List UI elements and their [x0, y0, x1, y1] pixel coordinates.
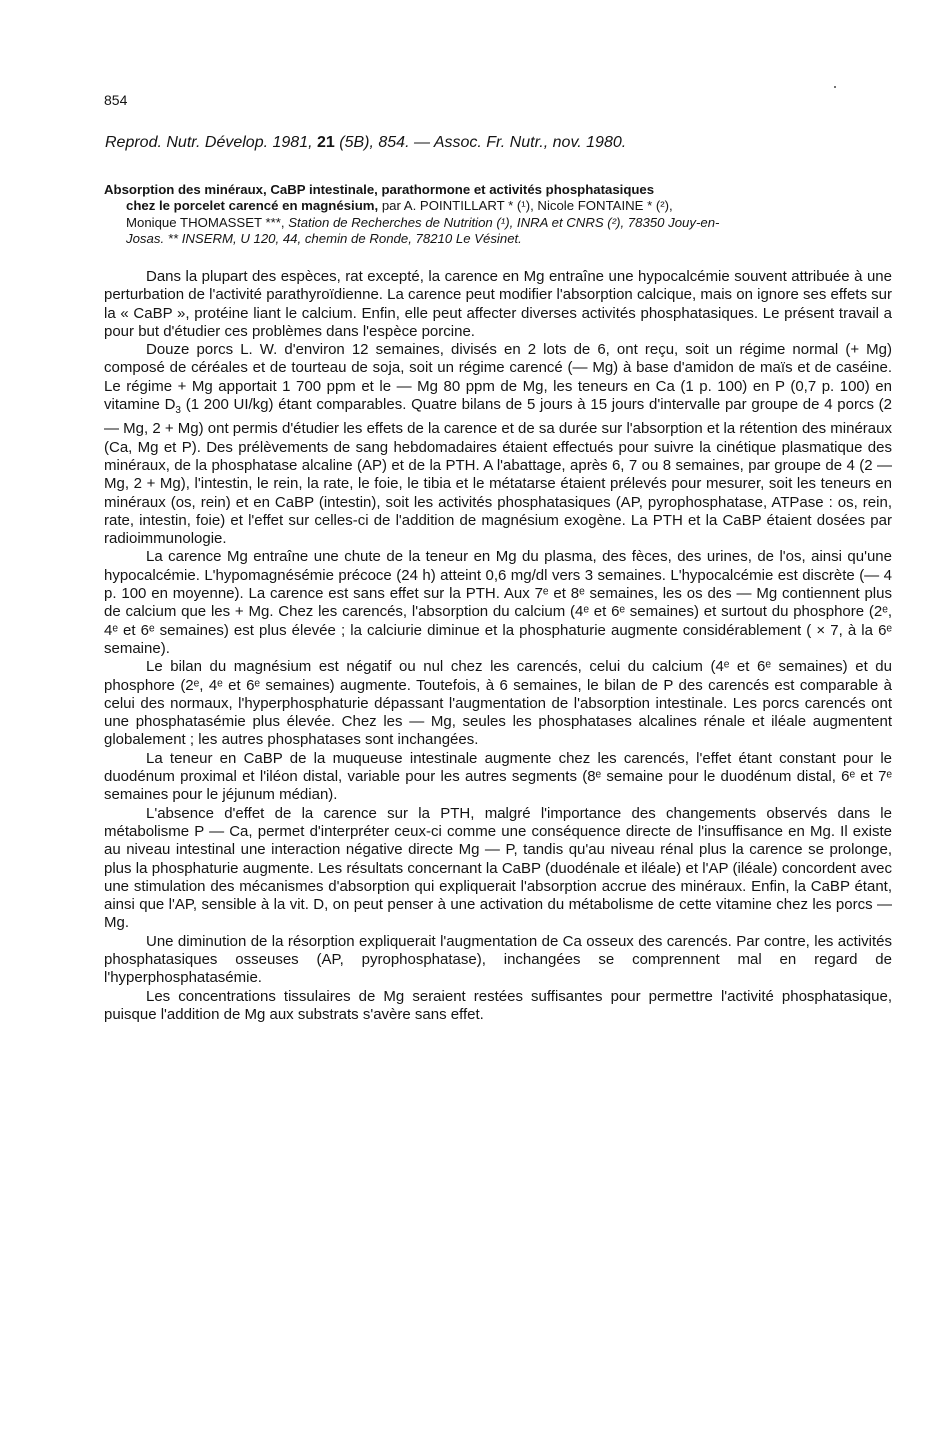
journal-volume: 21: [317, 134, 335, 151]
journal-issue-pages: (5B), 854. —: [339, 134, 430, 151]
methods-text-part-2: (1 200 UI/kg) étant comparables. Quatre bilans de 5 jours à 15 jours d'intervalle par groupe de 4 porcs (2 — Mg, 2 + Mg) ont permis d'étudier les effets de la carence et de sa durée sur l'absorption et la rétention des minéraux (Ca, Mg et P). Des prélèvements de sang hebdomadaires étaient effectués pour suivre la cinétique plasmatique des minéraux, de la phosphatase alcaline (AP) et de la PTH. A l'abattage, après 6, 7 ou 8 semaines, par groupe de 4 (2 — Mg, 2 + Mg), l'intestin, le rein, la rate, le foie, le tibia et le métatarse étaient prélevés pour mesurer, soit les teneurs en minéraux (os, rein) et en CaBP (intestin), soit les activités phosphatasiques (AP, pyrophosphatase, ATPase : os, rein, rate, intestin, foie) et l'effet sur celles-ci de l'addition de magnésium exogène. La PTH et la CaBP étaient dosées par radioimmunologie.: [104, 396, 893, 548]
paragraph-results-1: La carence Mg entraîne une chute de la teneur en Mg du plasma, des fèces, des urines, de l'os, ainsi qu'une hypocalcémie. L'hypomagnésémie précoce (24 h) atteint 0,6 mg/dl vers 3 semaines. L'hypocalcémie est discrète (— 4 p. 100 en moyenne). La carence est sans effet sur la PTH. Aux 7ᵉ et 8ᵉ semaines, les os des — Mg contiennent plus de calcium que les + Mg. Chez les carencés, l'absorption du calcium (4ᵉ et 6ᵉ semaines) et surtout du phosphore (2ᵉ, 4ᵉ et 6ᵉ semaines) est plus élevée ; la calciurie diminue et la phosphaturie augmente considérablement ( × 7, à la 6ᵉ semaine).: [104, 548, 892, 657]
journal-citation: [105, 134, 865, 152]
affiliation-line-2: Station de Recherches de Nutrition (¹), INRA et CNRS (²), 78350 Jouy-en-: [288, 214, 720, 230]
paragraph-discussion-3: Les concentrations tissulaires de Mg seraient restées suffisantes pour permettre l'activité phosphatasique, puisque l'addition de Mg aux substrats s'avère sans effet.: [104, 987, 892, 1023]
article-title-line-2: chez le porcelet carencé en magnésium,: [126, 198, 379, 214]
meeting-reference: Assoc. Fr. Nutr., nov. 1980.: [433, 134, 627, 151]
article-title-line-1: Absorption des minéraux, CaBP intestinale, parathormone et activités phosphatasiques: [104, 182, 655, 197]
journal-name: Reprod. Nutr. Dévelop.: [105, 134, 269, 151]
paragraph-results-3: La teneur en CaBP de la muqueuse intestinale augmente chez les carencés, l'effet étant constant pour le duodénum proximal et l'iléon distal, variable pour les autres segments (8ᵉ semaine pour le duodénum distal, 6ᵉ et 7ᵉ semaines pour le jéjunum médian).: [104, 749, 892, 804]
methods-text-part-1: Douze porcs L. W. d'environ 12 semaines, divisés en 2 lots de 6, ont reçu, soit un régime normal (+ Mg) composé de céréales et de tourteau de soja, soit un régime carencé (— Mg) à base d'amidon de maïs et de caséine. Le régime + Mg apportait 1 700 ppm et le — Mg 80 ppm de Mg, les teneurs en Ca (1 p. 100) en P (0,7 p. 100) en vitamine D: [104, 341, 892, 414]
authors-affiliation-line: [104, 215, 896, 231]
authors-line-1: par A. POINTILLART * (¹), Nicole FONTAINE * (²),: [381, 198, 673, 214]
article-body: [104, 268, 892, 1024]
paragraph-introduction: Dans la plupart des espèces, rat excepté, la carence en Mg entraîne une hypocalcémie souvent attribuée à une perturbation de l'activité parathyroïdienne. La carence peut modifier l'absorption calcique, mais on ignore ses effets sur la « CaBP », protéine liant le calcium. Enfin, elle peut affecter diverses activités phosphatasiques. Le présent travail a pour but d'étudier ces problèmes dans l'espèce porcine.: [104, 268, 892, 340]
paragraph-methods: [104, 341, 892, 548]
article-header: [104, 182, 896, 248]
paragraph-discussion-2: Une diminution de la résorption expliquerait l'augmentation de Ca osseux des carencés. Par contre, les activités phosphatasiques osseuses (AP, pyrophosphatase), inchangées se comprennent mal en regard de l'hyperphosphatasémie.: [104, 932, 892, 987]
journal-year: 1981,: [272, 134, 313, 151]
article-title-authors-line: [104, 198, 896, 214]
paragraph-results-2: Le bilan du magnésium est négatif ou nul chez les carencés, celui du calcium (4ᵉ et 6ᵉ semaines) et du phosphore (2ᵉ, 4ᵉ et 6ᵉ semaines) augmente. Toutefois, à 6 semaines, le bilan de P des carencés est comparable à celui des normaux, l'hyperphosphaturie dépassant l'augmentation de l'absorption intestinale. Les porcs carencés ont une phosphatasémie plus élevée. Chez les — Mg, seules les phosphatases alcalines rénale et iléale augmentent globalement ; les autres phosphatases sont inchangées.: [104, 658, 892, 749]
print-speck: [834, 86, 836, 88]
authors-line-2: Monique THOMASSET ***,: [126, 214, 285, 230]
paragraph-discussion-1: L'absence d'effet de la carence sur la PTH, malgré l'importance des changements observés dans le métabolisme P — Ca, permet d'interpréter ceux-ci comme une conséquence directe de l'insuffisance en Mg. Il existe au niveau intestinal une interaction négative directe Mg — P, tandis qu'au niveau rénal plus la carence se prolonge, plus la phosphaturie augmente. Les résultats concernant la CaBP (duodénale et iléale) et l'AP (iléale) concordent avec une stimulation des mécanismes d'absorption qui expliquerait l'absorption accrue des minéraux. Enfin, la CaBP étant, ainsi que l'AP, sensible à la vit. D, on peut penser à une activation du métabolisme de cette vitamine chez les porcs — Mg.: [104, 804, 892, 932]
affiliation-line-3: Josas. ** INSERM, U 120, 44, chemin de Ronde, 78210 Le Vésinet.: [126, 231, 522, 247]
page-number: 854: [104, 92, 128, 108]
vitamin-d-subscript: 3: [175, 405, 181, 417]
